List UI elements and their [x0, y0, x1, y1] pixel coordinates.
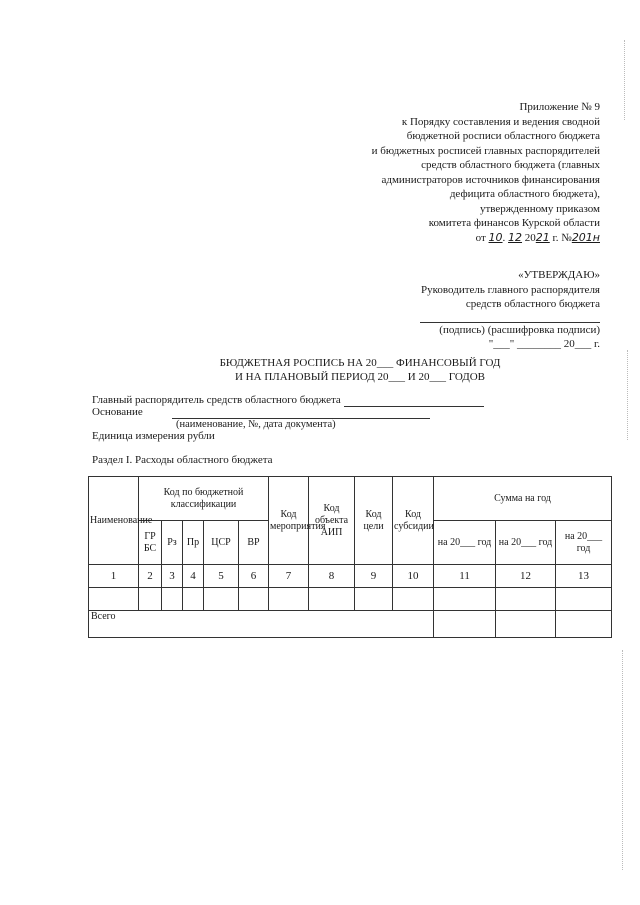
expenses-table	[88, 476, 612, 638]
main-manager-label: Главный распорядитель средств областного бюджета	[92, 394, 341, 406]
column-number: 7	[269, 565, 309, 588]
header-sum: Сумма на год	[434, 477, 612, 521]
table-cell	[556, 588, 612, 611]
scan-artifact	[622, 650, 624, 870]
signature-caption: (подпись) (расшифровка подписи)	[439, 323, 600, 336]
table-cell	[239, 588, 269, 611]
header-event: Код мероприятия	[269, 477, 309, 565]
column-number: 12	[496, 565, 556, 588]
column-number: 13	[556, 565, 612, 588]
section-heading: Раздел I. Расходы областного бюджета	[92, 454, 273, 466]
date-prefix: от	[475, 231, 486, 244]
table-cell	[183, 588, 204, 611]
appendix-date: от 10. 12 2021 г. №201н	[475, 230, 600, 244]
doc-number: 201н	[571, 230, 600, 244]
appendix-line: дефицита областного бюджета),	[449, 188, 600, 200]
signature-line	[420, 312, 600, 323]
table-cell	[355, 588, 393, 611]
title-line: БЮДЖЕТНАЯ РОСПИСЬ НА 20___ ФИНАНСОВЫЙ ГОД	[219, 357, 501, 369]
header-name: Наименование	[89, 477, 139, 565]
total-cell	[556, 611, 612, 638]
scan-artifact	[627, 350, 629, 440]
approval-date: "___" ________ 20___ г.	[488, 338, 600, 350]
table-cell	[393, 588, 434, 611]
table-cell	[309, 588, 355, 611]
table-cell	[269, 588, 309, 611]
header-grbs: ГР БС	[139, 521, 162, 565]
appendix-line: и бюджетных росписей главных распорядителей	[371, 144, 600, 157]
column-number: 9	[355, 565, 393, 588]
appendix-line: утвержденному приказом	[479, 202, 600, 215]
column-number: 6	[239, 565, 269, 588]
header-year3: на 20___ год	[556, 521, 612, 565]
header-year2: на 20___ год	[496, 521, 556, 565]
date-suffix: г. №	[552, 231, 572, 244]
approval-heading: «УТВЕРЖДАЮ»	[518, 269, 600, 281]
total-cell	[434, 611, 496, 638]
appendix-line: комитета финансов Курской области	[428, 217, 600, 229]
appendix-line: средств областного бюджета (главных	[421, 159, 600, 171]
column-number: 4	[183, 565, 204, 588]
appendix-block	[300, 100, 600, 245]
total-cell	[496, 611, 556, 638]
total-row	[89, 611, 612, 638]
header-pr: Пр	[183, 521, 204, 565]
header-row	[89, 477, 612, 521]
header-year1: на 20___ год	[434, 521, 496, 565]
column-number: 1	[89, 565, 139, 588]
document-title	[120, 356, 600, 384]
approval-line: средств областного бюджета	[465, 298, 600, 310]
column-number: 3	[162, 565, 183, 588]
header-subsidy: Код субсидии	[393, 477, 434, 565]
appendix-line: бюджетной росписи областного бюджета	[406, 130, 600, 142]
column-number: 2	[139, 565, 162, 588]
unit-field: Единица измерения рубли	[92, 430, 215, 442]
empty-data-row	[89, 588, 612, 611]
title-line: И НА ПЛАНОВЫЙ ПЕРИОД 20___ И 20___ ГОДОВ	[234, 371, 486, 383]
appendix-line: администраторов источников финансирования	[381, 173, 600, 186]
header-goal: Код цели	[355, 477, 393, 565]
date-year: 21	[535, 230, 550, 244]
date-month: 12	[508, 230, 523, 244]
date-year-prefix: 20	[524, 231, 536, 244]
table-cell	[162, 588, 183, 611]
column-number-row	[89, 565, 612, 588]
header-aip: Код объекта АИП	[309, 477, 355, 565]
header-codes: Код по бюджетной классификации	[139, 477, 269, 521]
table-cell	[204, 588, 239, 611]
table-cell	[434, 588, 496, 611]
column-number: 5	[204, 565, 239, 588]
approval-line: Руководитель главного распорядителя	[421, 283, 600, 296]
appendix-line: к Порядку составления и ведения сводной	[401, 115, 600, 128]
header-vr: ВР	[239, 521, 269, 565]
table-cell	[89, 588, 139, 611]
table-cell	[139, 588, 162, 611]
column-number: 10	[393, 565, 434, 588]
basis-caption: (наименование, №, дата документа)	[176, 419, 336, 430]
basis-label: Основание	[92, 406, 143, 418]
column-number: 11	[434, 565, 496, 588]
table-cell	[496, 588, 556, 611]
header-rz: Рз	[162, 521, 183, 565]
column-number: 8	[309, 565, 355, 588]
date-day: 10	[488, 230, 503, 244]
scan-artifact	[624, 40, 626, 120]
header-csr: ЦСР	[204, 521, 239, 565]
appendix-line: Приложение № 9	[519, 101, 600, 113]
approval-block	[300, 268, 600, 352]
total-label: Всего	[89, 611, 434, 638]
